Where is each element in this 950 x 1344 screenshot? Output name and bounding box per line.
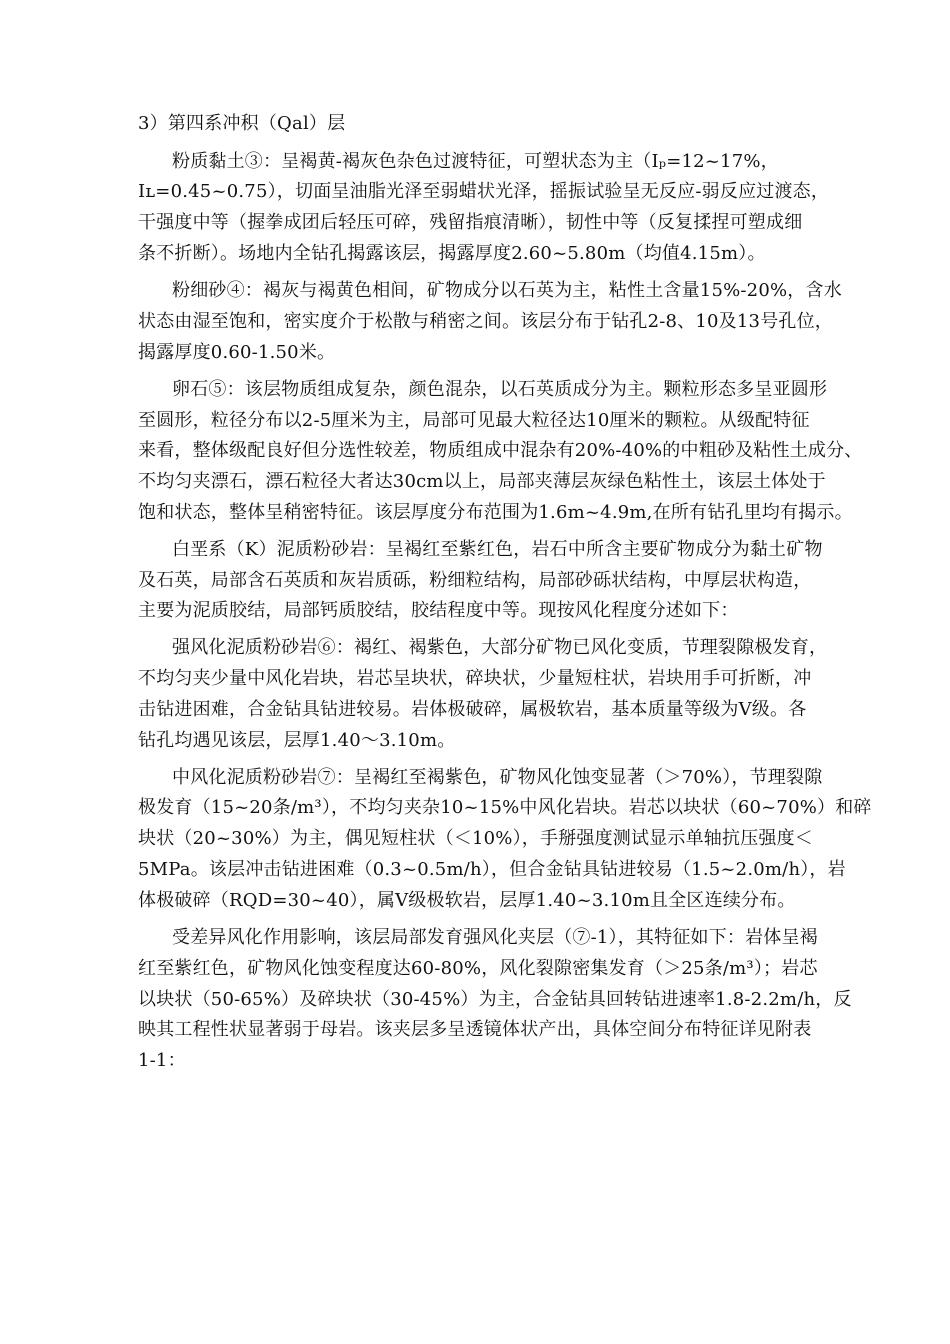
paragraph-line: 条不折断）。场地内全钻孔揭露该层，揭露厚度2.60~5.80m（均值4.15m）。 (138, 243, 766, 264)
paragraph-line: 钻孔均遇见该层，层厚1.40～3.10m。 (138, 730, 456, 751)
paragraph-line: 不均匀夹漂石，漂石粒径大者达30cm以上，局部夹薄层灰绿色粘性土，该层土体处于 (138, 471, 826, 492)
paragraph-line: 至圆形，粒径分布以2-5厘米为主，局部可见最大粒径达10厘米的颗粒。从级配特征 (138, 410, 810, 431)
paragraph-first-line: 卵石⑤：该层物质组成复杂，颜色混杂，以石英质成分为主。颗粒形态多呈亚圆形 (172, 379, 828, 400)
paragraph-line: 来看，整体级配良好但分选性较差，物质组成中混杂有20%-40%的中粗砂及粘性土成分、 (138, 440, 863, 461)
paragraph-line: 状态由湿至饱和，密实度介于松散与稍密之间。该层分布于钻孔2-8、10及13号孔位， (138, 311, 833, 332)
paragraph-line: 揭露厚度0.60-1.50米。 (138, 342, 336, 363)
paragraph-line: 1-1： (138, 1050, 186, 1071)
paragraph-line: Iʟ=0.45~0.75），切面呈油脂光泽至弱蜡状光泽，摇振试验呈无反应-弱反应过渡态， (138, 181, 830, 202)
paragraph-first-line: 受差异风化作用影响，该层局部发育强风化夹层（⑦-1），其特征如下：岩体呈褐 (172, 927, 818, 948)
paragraph-line: 块状（20~30%）为主，偶见短柱状（＜10%），手掰强度测试显示单轴抗压强度＜ (138, 828, 813, 849)
paragraph-line: 以块状（50-65%）及碎块状（30-45%）为主，合金钻具回转钻进速率1.8-2.2m/h，反 (138, 989, 852, 1010)
section-heading: 3）第四系冲积（Qal）层 (138, 113, 346, 134)
paragraph-line: 极发育（15~20条/m³），不均匀夹杂10~15%中风化岩块。岩芯以块状（60~70%）和碎 (138, 797, 872, 818)
paragraph-line: 击钻进困难，合金钻具钻进较易。岩体极破碎，属极软岩，基本质量等级为Ⅴ级。各 (138, 699, 807, 720)
paragraph-first-line: 中风化泥质粉砂岩⑦：呈褐红至褐紫色，矿物风化蚀变显著（＞70%），节理裂隙 (172, 767, 823, 788)
paragraph-line: 体极破碎（RQD=30~40），属Ⅴ级极软岩，层厚1.40~3.10m且全区连续分布。 (138, 890, 796, 911)
paragraph-first-line: 粉细砂④：褐灰与褐黄色相间，矿物成分以石英为主，粘性土含量15%-20%，含水 (172, 280, 842, 301)
paragraph-line: 饱和状态，整体呈稍密特征。该层厚度分布范围为1.6m~4.9m,在所有钻孔里均有揭示。 (138, 502, 853, 523)
paragraph-line: 5MPa。该层冲击钻进困难（0.3~0.5m/h），但合金钻具钻进较易（1.5~2.0m/h），岩 (138, 859, 846, 880)
paragraph-first-line: 白垩系（K）泥质粉砂岩：呈褐红至紫红色，岩石中所含主要矿物成分为黏土矿物 (172, 539, 823, 560)
paragraph-line: 红至紫红色，矿物风化蚀变程度达60-80%，风化裂隙密集发育（＞25条/m³）；岩芯 (138, 958, 818, 979)
paragraph-line: 不均匀夹少量中风化岩块，岩芯呈块状，碎块状，少量短柱状，岩块用手可折断，冲 (138, 668, 812, 689)
paragraph-line: 主要为泥质胶结，局部钙质胶结，胶结程度中等。现按风化程度分述如下： (138, 600, 739, 621)
paragraph-line: 干强度中等（握拳成团后轻压可碎，残留指痕清晰），韧性中等（反复揉捏可塑成细 (138, 212, 803, 233)
paragraph-line: 映其工程性状显著弱于母岩。该夹层多呈透镜体状产出，具体空间分布特征详见附表 (138, 1019, 812, 1040)
paragraph-first-line: 强风化泥质粉砂岩⑥：褐红、褐紫色，大部分矿物已风化变质，节理裂隙极发育， (172, 637, 828, 658)
paragraph-first-line: 粉质黏土③：呈褐黄-褐灰色杂色过渡特征，可塑状态为主（Iₚ=12~17%， (172, 151, 779, 172)
paragraph-line: 及石英，局部含石英质和灰岩质砾，粉细粒结构，局部砂砾状结构，中厚层状构造， (138, 570, 812, 591)
